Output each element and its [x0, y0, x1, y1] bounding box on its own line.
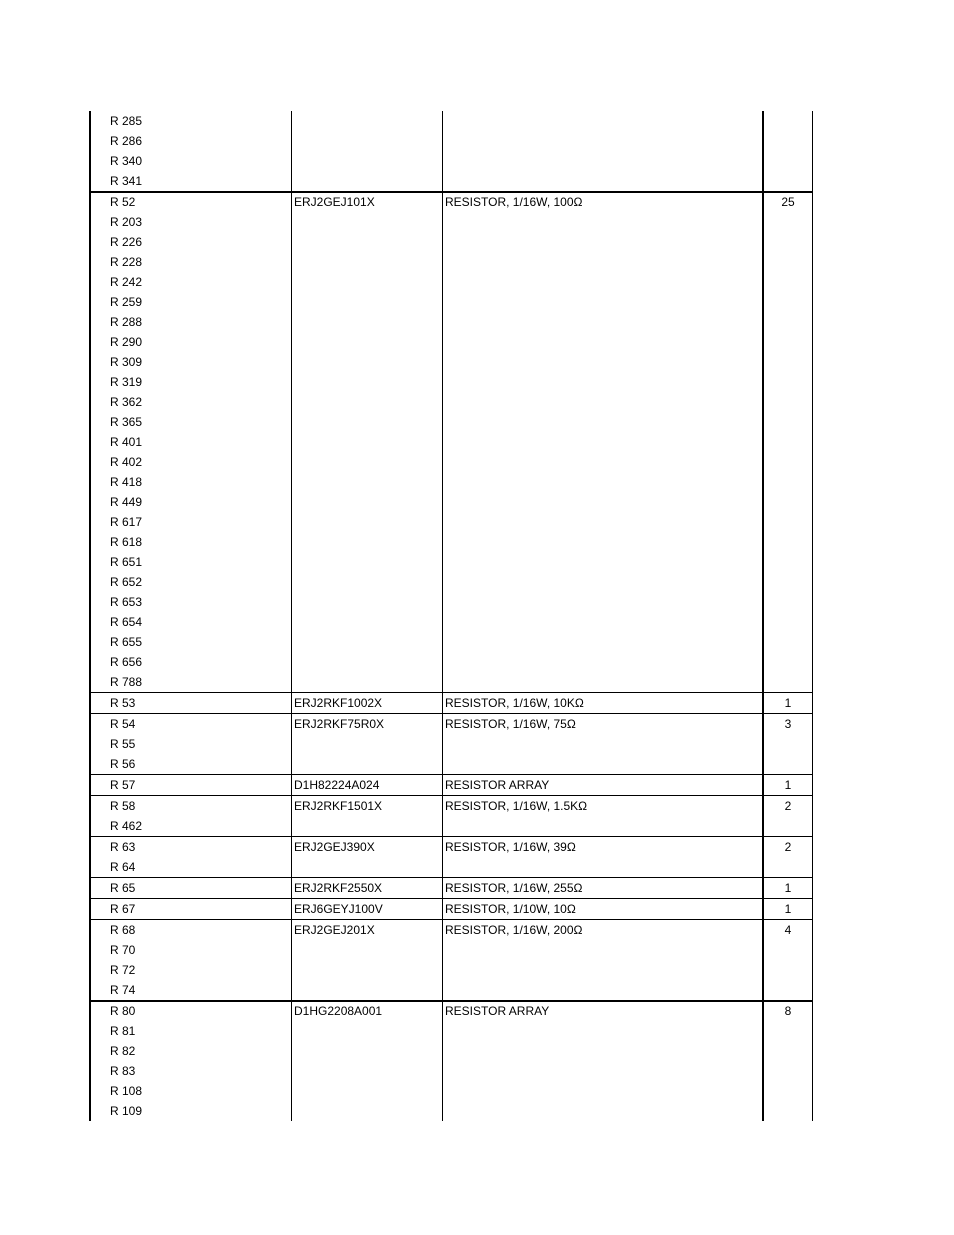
- description: RESISTOR, 1/10W, 10Ω: [445, 902, 576, 916]
- part-number: ERJ2GEJ390X: [294, 840, 375, 854]
- quantity-cell: [764, 878, 813, 898]
- ref-designator: R 617: [110, 515, 143, 529]
- quantity-cell: [764, 899, 813, 919]
- part-number-cell: [292, 796, 443, 836]
- part-number-cell: [292, 192, 443, 692]
- ref-designator: R 80: [110, 1004, 136, 1018]
- ref-designator: R 652: [110, 575, 143, 589]
- parts-group: [89, 192, 813, 693]
- description: RESISTOR, 1/16W, 200Ω: [445, 923, 583, 937]
- ref-designator: R 81: [110, 1024, 136, 1038]
- description-cell: [443, 878, 764, 898]
- part-number-cell: [292, 775, 443, 795]
- ref-designator: R 402: [110, 455, 143, 469]
- quantity: 1: [784, 902, 792, 916]
- ref-designator: R 57: [110, 778, 136, 792]
- description: RESISTOR ARRAY: [445, 1004, 550, 1018]
- ref-cell: [89, 920, 292, 1000]
- ref-designator: R 72: [110, 963, 136, 977]
- description: RESISTOR ARRAY: [445, 778, 550, 792]
- ref-designator: R 653: [110, 595, 143, 609]
- quantity: 1: [784, 881, 792, 895]
- parts-group: [89, 1001, 813, 1121]
- quantity: [764, 111, 812, 131]
- description-cell: [443, 796, 764, 836]
- ref-designator: R 341: [110, 174, 143, 188]
- ref-designator: R 285: [110, 114, 143, 128]
- part-number-cell: [292, 878, 443, 898]
- part-number-cell: [292, 714, 443, 774]
- ref-designator: R 259: [110, 295, 143, 309]
- quantity: 2: [784, 840, 792, 854]
- part-number: ERJ2RKF2550X: [294, 881, 383, 895]
- part-number: ERJ6GEYJ100V: [294, 902, 383, 916]
- part-number-cell: [292, 111, 443, 191]
- quantity: 3: [784, 717, 792, 731]
- description-cell: [443, 899, 764, 919]
- part-number-cell: [292, 920, 443, 1000]
- ref-cell: [89, 111, 292, 191]
- ref-cell: [89, 899, 292, 919]
- ref-designator: R 449: [110, 495, 143, 509]
- description: RESISTOR, 1/16W, 10KΩ: [445, 696, 584, 710]
- ref-cell: [89, 796, 292, 836]
- quantity: 2: [784, 799, 792, 813]
- quantity-cell: [764, 837, 813, 877]
- quantity: 1: [784, 696, 792, 710]
- ref-designator: R 56: [110, 757, 136, 771]
- ref-cell: [89, 714, 292, 774]
- ref-designator: R 58: [110, 799, 136, 813]
- ref-designator: R 64: [110, 860, 136, 874]
- part-number: D1HG2208A001: [294, 1004, 383, 1018]
- quantity: 4: [784, 923, 792, 937]
- parts-group: [89, 899, 813, 920]
- description: RESISTOR, 1/16W, 75Ω: [445, 717, 576, 731]
- part-number: ERJ2RKF1501X: [294, 799, 383, 813]
- part-number: ERJ2GEJ201X: [294, 923, 375, 937]
- description-cell: [443, 920, 764, 1000]
- ref-cell: [89, 693, 292, 713]
- description: [443, 111, 762, 131]
- part-number-cell: [292, 899, 443, 919]
- ref-designator: R 203: [110, 215, 143, 229]
- ref-cell: [89, 1001, 292, 1121]
- ref-designator: R 365: [110, 415, 143, 429]
- description: RESISTOR, 1/16W, 1.5KΩ: [445, 799, 588, 813]
- quantity-cell: [764, 192, 813, 692]
- ref-designator: R 290: [110, 335, 143, 349]
- ref-designator: R 82: [110, 1044, 136, 1058]
- parts-list-table: [89, 111, 813, 1121]
- part-number: ERJ2RKF75R0X: [294, 717, 385, 731]
- part-number-cell: [292, 693, 443, 713]
- ref-designator: R 462: [110, 819, 143, 833]
- parts-group: [89, 714, 813, 775]
- quantity-cell: [764, 1001, 813, 1121]
- parts-group: [89, 837, 813, 878]
- ref-designator: R 63: [110, 840, 136, 854]
- ref-designator: R 74: [110, 983, 136, 997]
- ref-designator: R 319: [110, 375, 143, 389]
- description-cell: [443, 714, 764, 774]
- ref-designator: R 109: [110, 1104, 143, 1118]
- ref-designator: R 53: [110, 696, 136, 710]
- ref-designator: R 618: [110, 535, 143, 549]
- ref-designator: R 108: [110, 1084, 143, 1098]
- description-cell: [443, 837, 764, 877]
- ref-designator: R 309: [110, 355, 143, 369]
- quantity-cell: [764, 796, 813, 836]
- ref-designator: R 655: [110, 635, 143, 649]
- quantity: 8: [784, 1004, 792, 1018]
- ref-designator: R 788: [110, 675, 143, 689]
- ref-cell: [89, 878, 292, 898]
- ref-designator: R 67: [110, 902, 136, 916]
- ref-cell: [89, 192, 292, 692]
- ref-designator: R 362: [110, 395, 143, 409]
- part-number: [292, 111, 442, 131]
- ref-designator: R 52: [110, 195, 136, 209]
- quantity: 25: [781, 195, 795, 209]
- ref-designator: R 55: [110, 737, 136, 751]
- description: RESISTOR, 1/16W, 39Ω: [445, 840, 576, 854]
- description-cell: [443, 192, 764, 692]
- quantity: 1: [784, 778, 792, 792]
- part-number: ERJ2GEJ101X: [294, 195, 375, 209]
- part-number-cell: [292, 837, 443, 877]
- ref-designator: R 418: [110, 475, 143, 489]
- description: RESISTOR, 1/16W, 100Ω: [445, 195, 583, 209]
- part-number: D1H82224A024: [294, 778, 380, 792]
- parts-group: [89, 693, 813, 714]
- ref-designator: R 228: [110, 255, 143, 269]
- quantity-cell: [764, 693, 813, 713]
- ref-designator: R 54: [110, 717, 136, 731]
- description-cell: [443, 693, 764, 713]
- quantity-cell: [764, 714, 813, 774]
- ref-designator: R 654: [110, 615, 143, 629]
- quantity-cell: [764, 111, 813, 191]
- ref-designator: R 70: [110, 943, 136, 957]
- quantity-cell: [764, 920, 813, 1000]
- ref-designator: R 68: [110, 923, 136, 937]
- ref-designator: R 83: [110, 1064, 136, 1078]
- ref-designator: R 656: [110, 655, 143, 669]
- description: RESISTOR, 1/16W, 255Ω: [445, 881, 583, 895]
- ref-designator: R 242: [110, 275, 143, 289]
- quantity-cell: [764, 775, 813, 795]
- parts-group: [89, 775, 813, 796]
- ref-designator: R 401: [110, 435, 143, 449]
- ref-designator: R 65: [110, 881, 136, 895]
- description-cell: [443, 775, 764, 795]
- ref-designator: R 286: [110, 134, 143, 148]
- ref-designator: R 226: [110, 235, 143, 249]
- ref-designator: R 288: [110, 315, 143, 329]
- ref-cell: [89, 837, 292, 877]
- description-cell: [443, 1001, 764, 1121]
- ref-designator: R 651: [110, 555, 143, 569]
- parts-group: [89, 878, 813, 899]
- parts-group: [89, 111, 813, 193]
- part-number-cell: [292, 1001, 443, 1121]
- ref-cell: [89, 775, 292, 795]
- ref-designator: R 340: [110, 154, 143, 168]
- part-number: ERJ2RKF1002X: [294, 696, 383, 710]
- parts-group: [89, 920, 813, 1002]
- parts-group: [89, 796, 813, 837]
- description-cell: [443, 111, 764, 191]
